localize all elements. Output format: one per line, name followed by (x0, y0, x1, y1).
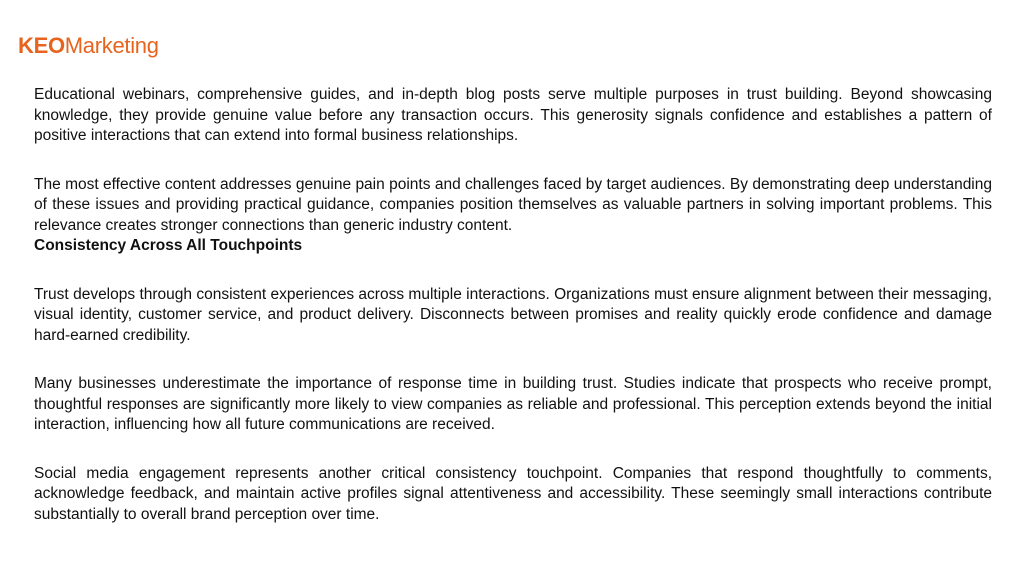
logo-keo-text: KEO (18, 33, 65, 58)
logo-marketing-text: Marketing (64, 33, 159, 58)
paragraph-educational-content: Educational webinars, comprehensive guides, and in-depth blog posts serve multiple purposes in trust building. Beyond showcasing knowledge, they provide genuine value before any transaction occurs. This generosity signals confidence and establishes a pattern of positive interactions that can extend into formal business relationships. (34, 86, 992, 144)
section-heading-consistency: Consistency Across All Touchpoints (34, 237, 303, 254)
paragraph-response-time: Many businesses underestimate the importance of response time in building trust. Studies indicate that prospects who receive prompt, thoughtful responses are significantly more likely to view companies as reliable and professional. This perception extends beyond the initial interaction, influencing how all future communications are received. (34, 375, 992, 433)
paragraph-effective-content: The most effective content addresses genuine pain points and challenges faced by target audiences. By demonstrating deep understanding of these issues and providing practical guidance, companies position themselves as valuable partners in solving important problems. This relevance creates stronger connections than generic industry content. (34, 175, 992, 234)
document-body (34, 85, 992, 525)
paragraph-trust-develops: Trust develops through consistent experiences across multiple interactions. Organizations must ensure alignment between their messaging, visual identity, customer service, and product delivery. Disconnects between promises and reality quickly erode confidence and damage hard-earned credibility. (34, 285, 992, 344)
keo-marketing-logo (18, 33, 159, 59)
paragraph-social-media: Social media engagement represents another critical consistency touchpoint. Companies that respond thoughtfully to comments, acknowledge feedback, and maintain active profiles signal attentiveness and accessibility. These seemingly small interactions contribute substantially to overall brand perception over time. (34, 464, 992, 523)
